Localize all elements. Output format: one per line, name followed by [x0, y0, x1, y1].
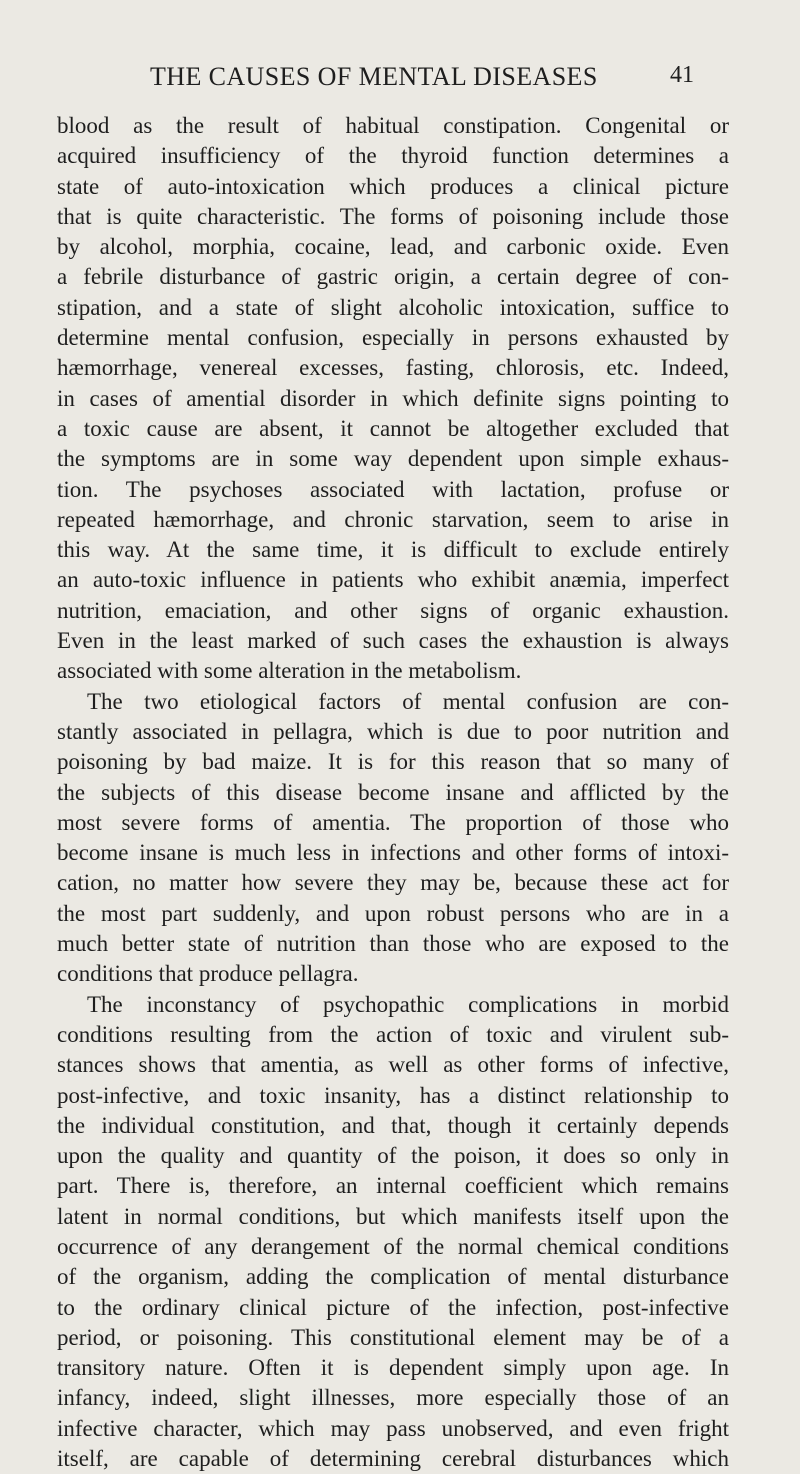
text-line: cation, no matter how severe they may be, because these act for — [57, 870, 729, 896]
text-line: the symptoms are in some way dependent upon simple exhaus- — [57, 446, 729, 472]
text-line: become insane is much less in infections and other forms of intoxi- — [57, 840, 729, 866]
text-line: in cases of amential disorder in which definite signs pointing to — [57, 385, 729, 411]
text-line: the individual constitution, and that, though it certainly depends — [57, 1112, 729, 1138]
page-number: 41 — [670, 62, 694, 88]
text-line: nutrition, emaciation, and other signs of organic exhaustion. — [57, 597, 729, 623]
text-line: The two etiological factors of mental confusion are con- — [87, 688, 729, 714]
text-line: the subjects of this disease become insane and afflicted by the — [57, 779, 729, 805]
text-line: stances shows that amentia, as well as other forms of infective, — [57, 1052, 729, 1078]
running-head — [150, 62, 694, 96]
text-line: Even in the least marked of such cases the exhaustion is always — [57, 628, 729, 654]
text-line: determine mental confusion, especially in persons exhausted by — [57, 325, 729, 351]
text-line: stipation, and a state of slight alcoholic intoxication, suffice to — [57, 294, 729, 320]
text-line: upon the quality and quantity of the poison, it does so only in — [57, 1143, 729, 1169]
text-line: state of auto-intoxication which produces a clinical picture — [57, 173, 729, 199]
text-line: conditions resulting from the action of toxic and virulent sub- — [57, 1021, 729, 1047]
text-line: infective character, which may pass unobserved, and even fright — [57, 1415, 729, 1441]
text-line: to the ordinary clinical picture of the infection, post-infective — [57, 1294, 729, 1320]
body-text — [57, 111, 729, 1474]
text-line: by alcohol, morphia, cocaine, lead, and carbonic oxide. Even — [57, 234, 729, 260]
text-line: stantly associated in pellagra, which is due to poor nutrition and — [57, 718, 729, 744]
text-line: latent in normal conditions, but which manifests itself upon the — [57, 1203, 729, 1229]
text-line: a toxic cause are absent, it cannot be altogether excluded that — [57, 415, 729, 441]
text-line: part. There is, therefore, an internal coefficient which remains — [57, 1173, 729, 1199]
text-line: blood as the result of habitual constipation. Congenital or — [57, 113, 729, 138]
text-line: itself, are capable of determining cerebral disturbances which — [57, 1446, 729, 1472]
text-line: repeated hæmorrhage, and chronic starvation, seem to arise in — [57, 506, 729, 532]
text-line: this way. At the same time, it is difficult to exclude entirely — [57, 537, 729, 563]
text-line: hæmorrhage, venereal excesses, fasting, chlorosis, etc. Indeed, — [57, 355, 729, 381]
text-line: that is quite characteristic. The forms of poisoning include those — [57, 203, 729, 229]
text-line: an auto-toxic influence in patients who exhibit anæmia, imperfect — [57, 567, 729, 593]
text-line: of the organism, adding the complication of mental disturbance — [57, 1264, 729, 1290]
text-line: The inconstancy of psychopathic complications in morbid — [87, 991, 729, 1017]
text-line: much better state of nutrition than those who are exposed to the — [57, 931, 729, 957]
text-line: period, or poisoning. This constitutional element may be of a — [57, 1324, 729, 1350]
text-line: acquired insufficiency of the thyroid function determines a — [57, 143, 729, 169]
text-line: tion. The psychoses associated with lactation, profuse or — [57, 476, 729, 502]
running-title: THE CAUSES OF MENTAL DISEASES — [150, 62, 598, 91]
text-line: poisoning by bad maize. It is for this reason that so many of — [57, 749, 729, 775]
text-line: a febrile disturbance of gastric origin, a certain degree of con- — [57, 264, 729, 290]
text-line: infancy, indeed, slight illnesses, more especially those of an — [57, 1385, 729, 1411]
text-line: transitory nature. Often it is dependent simply upon age. In — [57, 1355, 729, 1381]
text-line: conditions that produce pellagra. — [57, 961, 359, 987]
text-line: associated with some alteration in the metabolism. — [57, 658, 522, 684]
text-line: the most part suddenly, and upon robust persons who are in a — [57, 900, 729, 926]
text-line: most severe forms of amentia. The proportion of those who — [57, 809, 729, 835]
text-line: occurrence of any derangement of the normal chemical conditions — [57, 1233, 729, 1259]
text-line: post-infective, and toxic insanity, has a distinct relationship to — [57, 1082, 729, 1108]
